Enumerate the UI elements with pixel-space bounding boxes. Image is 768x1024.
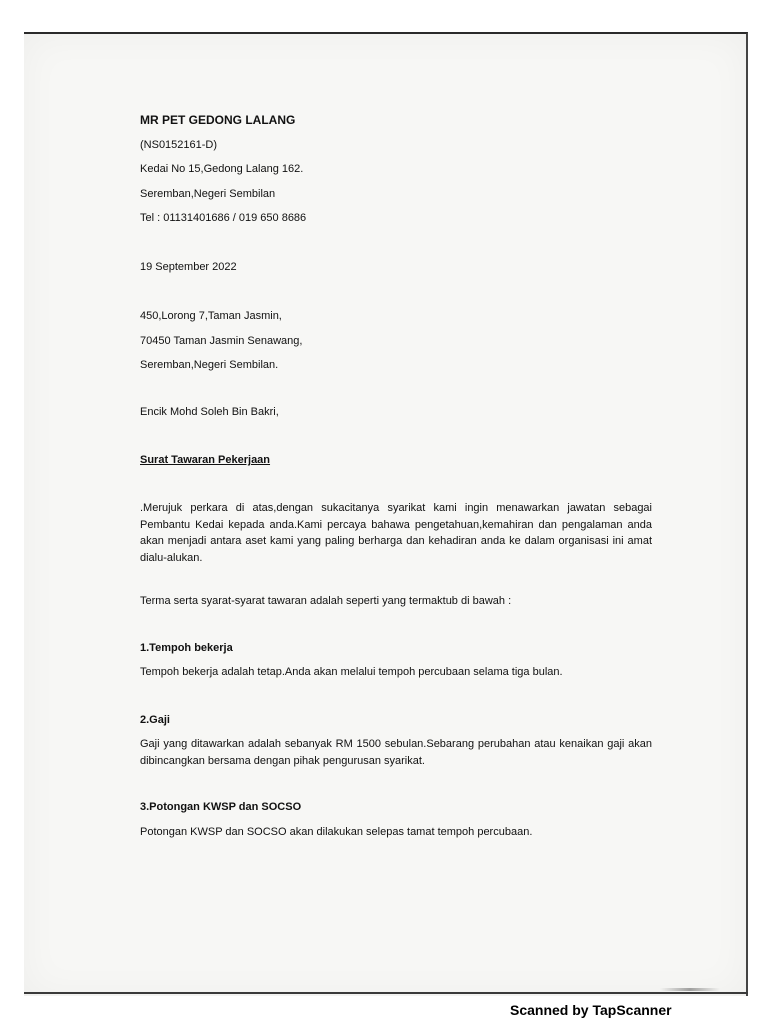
recipient-address-line2: 70450 Taman Jasmin Senawang, (140, 335, 303, 347)
recipient-address-line3: Seremban,Negeri Sembilan. (140, 359, 279, 371)
company-address-line2: Seremban,Negeri Sembilan (140, 188, 276, 200)
section-body: Potongan KWSP dan SOCSO akan dilakukan selepas tamat tempoh percubaan. (140, 826, 533, 838)
section-heading: 1.Tempoh bekerja (140, 642, 233, 654)
scan-smudge (660, 988, 720, 991)
company-phone: Tel : 01131401686 / 019 650 8686 (140, 212, 307, 224)
company-registration: (NS0152161-D) (140, 139, 218, 151)
paper-bottom-edge (24, 992, 748, 994)
section-body: Tempoh bekerja adalah tetap.Anda akan melalui tempoh percubaan selama tiga bulan. (140, 666, 563, 678)
scanner-watermark: Scanned by TapScanner (510, 1002, 672, 1018)
intro-paragraph: .Merujuk perkara di atas,dengan sukacitanya syarikat kami ingin menawarkan jawatan sebagai Pembantu Kedai kepada anda.Kami percaya bahawa pengetahuan,kemahiran dan pengalaman anda akan menjadi antara aset kami yang paling berharga dan kehadiran anda ke dalam organisasi ini amat dialu-alukan. (140, 502, 652, 564)
section-body: Gaji yang ditawarkan adalah sebanyak RM 1500 sebulan.Sebarang perubahan atau kenaikan gaji akan dibincangkan bersama dengan pihak pengurusan syarikat. (140, 738, 652, 767)
company-name: MR PET GEDONG LALANG (140, 113, 296, 127)
recipient-name: Encik Mohd Soleh Bin Bakri, (140, 406, 279, 418)
letter-date: 19 September 2022 (140, 261, 237, 273)
section-heading: 2.Gaji (140, 714, 170, 726)
company-address-line1: Kedai No 15,Gedong Lalang 162. (140, 163, 304, 175)
terms-intro: Terma serta syarat-syarat tawaran adalah seperti yang termaktub di bawah : (140, 595, 512, 607)
section-heading: 3.Potongan KWSP dan SOCSO (140, 801, 302, 813)
recipient-address-line1: 450,Lorong 7,Taman Jasmin, (140, 310, 282, 322)
letter-subject: Surat Tawaran Pekerjaan (140, 454, 271, 466)
